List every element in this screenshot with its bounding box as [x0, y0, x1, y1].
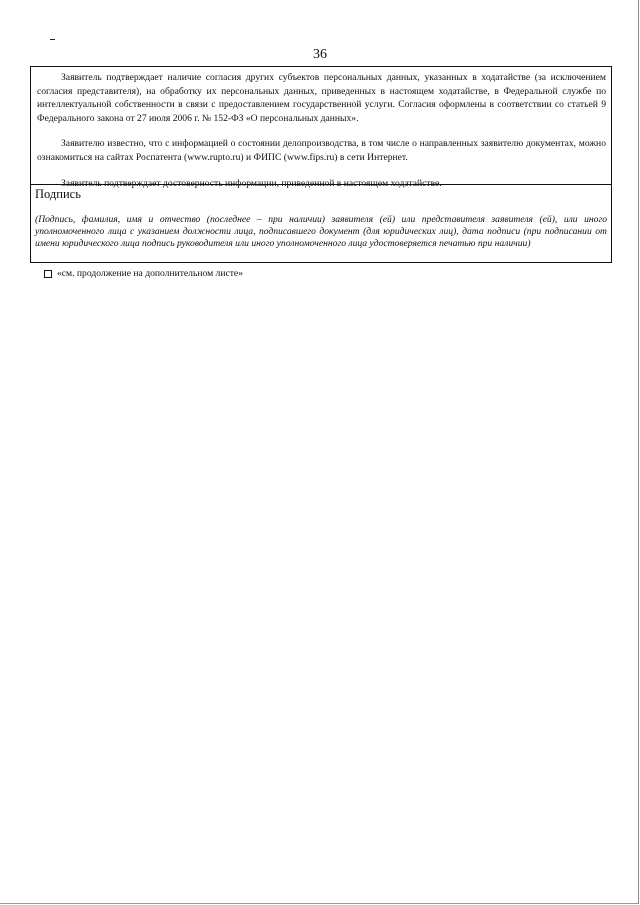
- continuation-row[interactable]: [44, 268, 243, 279]
- continuation-checkbox[interactable]: [44, 270, 52, 278]
- section-divider: [31, 184, 611, 185]
- continuation-label: «см. продолжение на дополнительном листе»: [57, 268, 243, 279]
- declaration-form-box: [30, 66, 612, 263]
- consent-section: [31, 67, 611, 189]
- signature-heading: Подпись: [35, 187, 81, 201]
- consent-paragraph-accuracy: Заявитель подтверждает достоверность информации, приведенной в настоящем ходатайстве.: [61, 178, 442, 189]
- dash-mark: [50, 39, 55, 40]
- page-number: 36: [313, 47, 327, 62]
- consent-paragraph-personal-data: Заявитель подтверждает наличие согласия других субъектов персональных данных, указанных в ходатайстве (за исключением согласия представителя), на обработку их персональных данных, приведенных в настоящем ходатайстве, в Федеральной службе по интеллектуальной собственности в связи с предоставлением государственной услуги. Согласия оформлены в соответствии со статьей 9 Федерального закона от 27 июля 2006 г. № 152-ФЗ «О персональных данных».: [37, 72, 606, 124]
- consent-paragraph-websites: Заявителю известно, что с информацией о состоянии делопроизводства, в том числе о направленных заявителю документах, можно ознакомиться на сайтах Роспатента (www.rupto.ru) и ФИПС (www.fips.ru) в сети Интернет.: [37, 138, 606, 163]
- signature-note: (Подпись, фамилия, имя и отчество (последнее – при наличии) заявителя (ей) или представителя заявителя (ей), или иного уполномоченного лица с указанием должности лица, подписавшего документ (для юридических лиц), дата подписи (при подписании от имени юридического лица подпись руководителя или иного уполномоченного лица удостоверяется печатью при наличии): [35, 214, 607, 250]
